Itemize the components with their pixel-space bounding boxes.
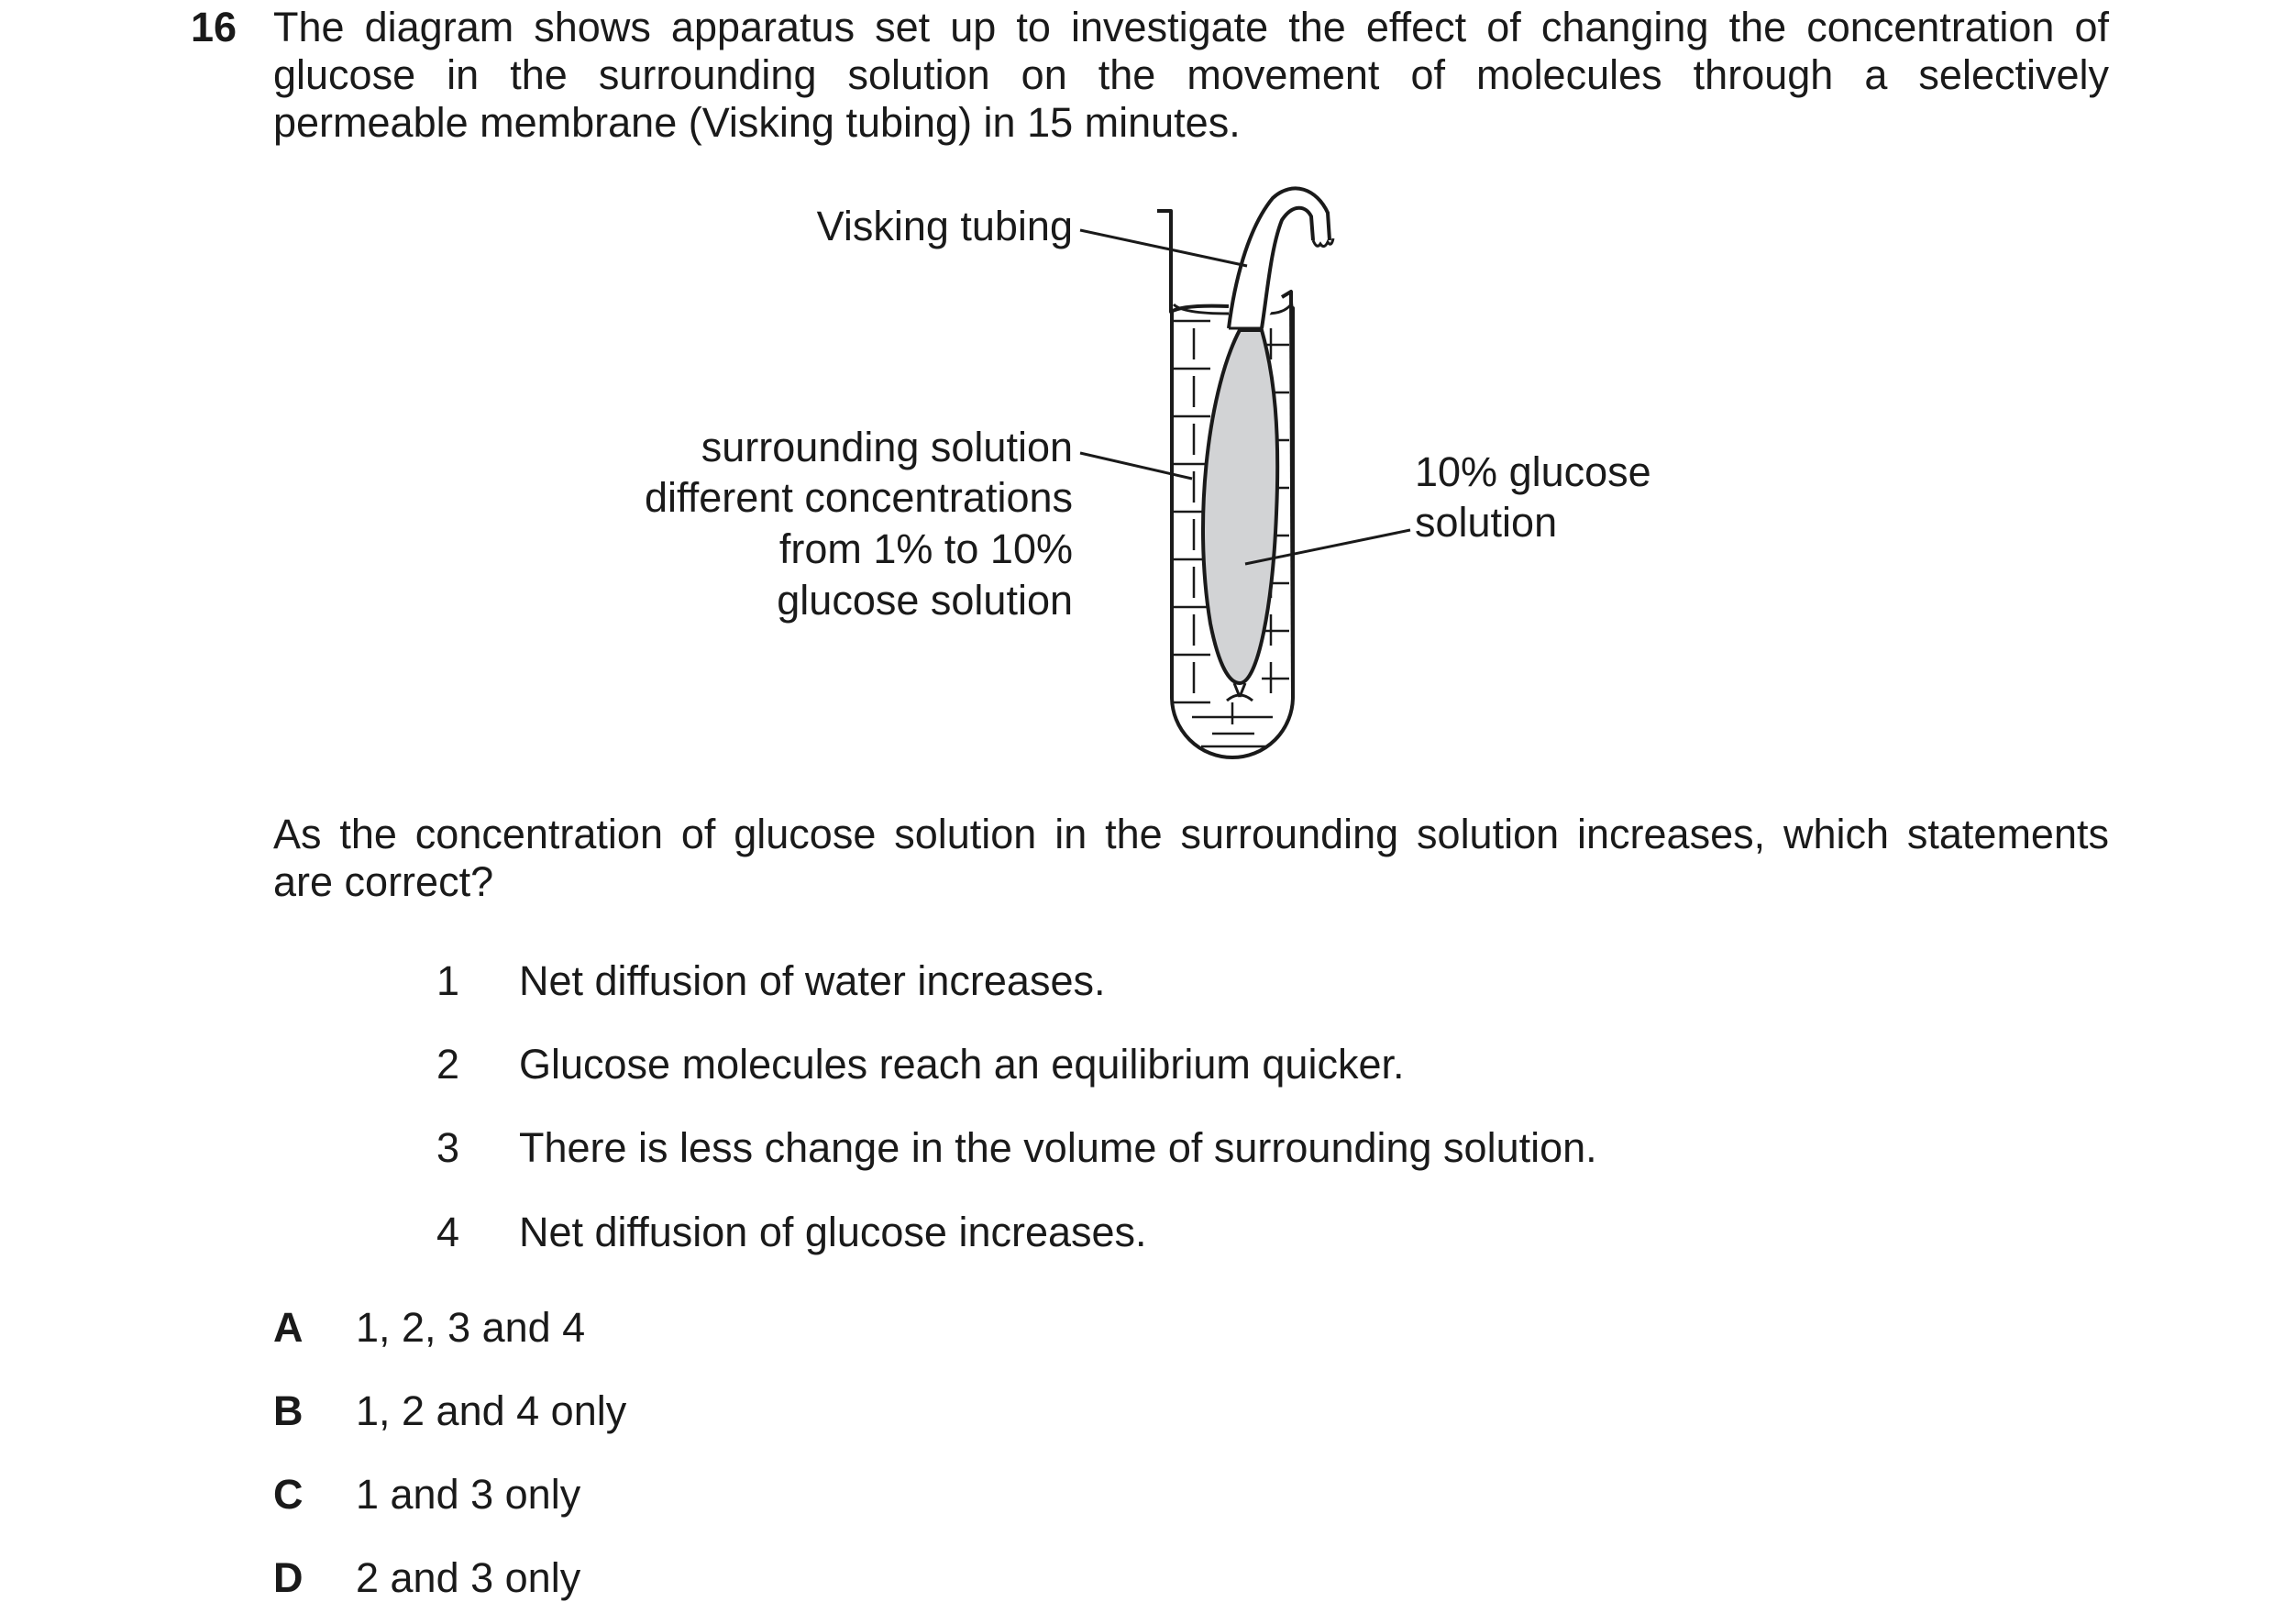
label-surrounding-line-1: surrounding solution [701, 424, 1073, 470]
question-prompt-line-2: are correct? [273, 858, 494, 905]
surrounding-leader-line [1080, 453, 1192, 479]
boiling-tube-right-wall [1291, 292, 1293, 697]
option-a-text[interactable]: 1, 2, 3 and 4 [356, 1304, 586, 1351]
statement-text: Net diffusion of water increases. [519, 957, 1106, 1004]
option-c-text[interactable]: 1 and 3 only [356, 1471, 581, 1518]
option-a-letter[interactable]: A [273, 1304, 304, 1351]
label-surrounding-line-4: glucose solution [777, 577, 1073, 624]
question-number: 16 [191, 4, 237, 50]
question-stem-line-3: permeable membrane (Visking tubing) in 15 minutes. [273, 99, 1241, 146]
option-d-letter[interactable]: D [273, 1554, 304, 1601]
label-glucose-line-1: 10% glucose [1415, 448, 1651, 495]
label-glucose-line-2: solution [1415, 499, 1558, 546]
visking-leader-line [1080, 230, 1247, 266]
option-b-letter[interactable]: B [273, 1387, 304, 1434]
statement-text: Glucose molecules reach an equilibrium quicker. [519, 1041, 1405, 1088]
tubing-bottom-knot [1227, 683, 1253, 701]
label-visking-tubing: Visking tubing [816, 203, 1073, 249]
label-surrounding-line-2: different concentrations [645, 474, 1073, 521]
question-stem-line-1: The diagram shows apparatus set up to investigate the effect of changing the concentration of [273, 4, 2109, 50]
apparatus-diagram [0, 0, 2274, 807]
option-d-text[interactable]: 2 and 3 only [356, 1554, 581, 1601]
question-stem-line-2: glucose in the surrounding solution on the movement of molecules through a selectively [273, 51, 2109, 98]
statement-number: 1 [436, 957, 460, 1004]
statement-number: 2 [436, 1041, 460, 1088]
question-prompt-line-1: As the concentration of glucose solution in the surrounding solution increases, which statements [273, 811, 2109, 857]
statement-text: Net diffusion of glucose increases. [519, 1209, 1147, 1255]
label-surrounding-line-3: from 1% to 10% [778, 525, 1073, 572]
statement-number: 4 [436, 1209, 460, 1255]
option-c-letter[interactable]: C [273, 1471, 304, 1518]
visking-tubing-neck [1229, 188, 1330, 328]
statement-text: There is less change in the volume of surrounding solution. [519, 1124, 1597, 1171]
option-b-text[interactable]: 1, 2 and 4 only [356, 1387, 627, 1434]
statement-number: 3 [436, 1124, 460, 1171]
